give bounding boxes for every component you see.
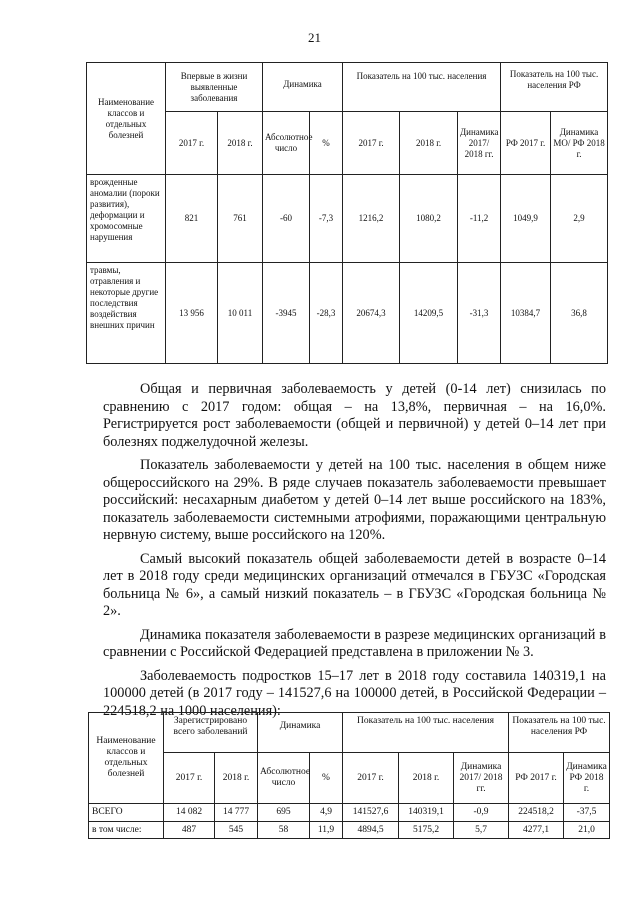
cell: -0,9 [454, 804, 509, 822]
col-header-pct: % [310, 753, 343, 804]
cell: 20674,3 [343, 263, 400, 364]
cell: 4,9 [310, 804, 343, 822]
row-name: травмы, отравления и некоторые другие последствия воздействия внешних причин [87, 263, 166, 364]
col-header-dyn-mo-rf: Динамика МО/ РФ 2018 г. [551, 112, 608, 175]
paragraph: Заболеваемость подростков 15–17 лет в 2018 году составила 140319,1 на 100000 детей (в 2017 году – 141527,6 на 100000 детей, в Российской Федерации – 224518,2 на 1000 населения): [103, 667, 606, 719]
col-header-2017: 2017 г. [164, 753, 215, 804]
col-header-2018: 2018 г. [218, 112, 263, 175]
cell: 140319,1 [399, 804, 454, 822]
col-header-rf-2017: РФ 2017 г. [509, 753, 564, 804]
col-header-rate-2018: 2018 г. [399, 753, 454, 804]
cell: 141527,6 [343, 804, 399, 822]
col-header-rf-2017: РФ 2017 г. [501, 112, 551, 175]
cell: -28,3 [310, 263, 343, 364]
cell: 36,8 [551, 263, 608, 364]
cell: -31,3 [458, 263, 501, 364]
col-header-2018: 2018 г. [215, 753, 258, 804]
cell: -60 [263, 175, 310, 263]
paragraph: Показатель заболеваемости у детей на 100 тыс. населения в общем ниже общероссийского на 29%. В ряде случаев показатель заболеваемости превышает российский: несахарным диабетом у детей 0–14 лет выше российского на 183%, показатель заболеваемости системными атрофиями, поражающими центральную нервную систему, выше российского на 120%. [103, 457, 606, 543]
cell: 5175,2 [399, 822, 454, 839]
cell: 58 [258, 822, 310, 839]
col-header-dyn-1718: Динамика 2017/ 2018 гг. [458, 112, 501, 175]
cell: 10 011 [218, 263, 263, 364]
cell: 761 [218, 175, 263, 263]
cell: 695 [258, 804, 310, 822]
cell: 21,0 [564, 822, 610, 839]
cell: 545 [215, 822, 258, 839]
col-header-pct: % [310, 112, 343, 175]
cell: -7,3 [310, 175, 343, 263]
table-row [89, 822, 610, 839]
cell: 14 777 [215, 804, 258, 822]
row-name: ВСЕГО [89, 804, 164, 822]
cell: 4277,1 [509, 822, 564, 839]
cell: 5,7 [454, 822, 509, 839]
cell: 1049,9 [501, 175, 551, 263]
paragraph: Самый высокий показатель общей заболеваемости детей в возрасте 0–14 лет в 2018 году среди медицинских организаций отмечался в ГБУЗС «Городская больница № 6», а самый низкий показатель – в ГБУЗС «Городская больница № 2». [103, 550, 606, 619]
cell: 487 [164, 822, 215, 839]
col-header-rate-2018: 2018 г. [400, 112, 458, 175]
cell: 1080,2 [400, 175, 458, 263]
table-row [89, 804, 610, 822]
row-name: в том числе: [89, 822, 164, 839]
cell: 4894,5 [343, 822, 399, 839]
col-header-abs: Абсолютное число [263, 112, 310, 175]
col-header-name: Наименование классов и отдельных болезней [89, 713, 164, 804]
col-header-registered: Зарегистрировано всего заболеваний [164, 713, 258, 753]
col-header-dynamics: Динамика [258, 713, 343, 753]
col-header-name: Наименование классов и отдельных болезней [87, 63, 166, 175]
cell: 1216,2 [343, 175, 400, 263]
col-header-rate-rf: Показатель на 100 тыс. населения РФ [501, 63, 608, 112]
col-header-rate-2017: 2017 г. [343, 753, 399, 804]
table-children-morbidity [86, 62, 608, 364]
table-row [87, 175, 608, 263]
table-row [87, 263, 608, 364]
row-name: врожденные аномалии (пороки развития), деформации и хромосомные нарушения [87, 175, 166, 263]
col-header-dyn-rf: Динамика РФ 2018 г. [564, 753, 610, 804]
cell: 2,9 [551, 175, 608, 263]
col-header-rate-rf: Показатель на 100 тыс. населения РФ [509, 713, 610, 753]
col-header-2017: 2017 г. [166, 112, 218, 175]
cell: -37,5 [564, 804, 610, 822]
cell: 14209,5 [400, 263, 458, 364]
col-header-dyn-1718: Динамика 2017/ 2018 гг. [454, 753, 509, 804]
cell: 10384,7 [501, 263, 551, 364]
cell: 821 [166, 175, 218, 263]
col-header-first-detected: Впервые в жизни выявленные заболевания [166, 63, 263, 112]
col-header-dynamics: Динамика [263, 63, 343, 112]
table-adolescent-morbidity [88, 712, 610, 839]
cell: -3945 [263, 263, 310, 364]
paragraph: Динамика показателя заболеваемости в разрезе медицинских организаций в сравнении с Российской Федерацией представлена в приложении № 3. [103, 626, 606, 660]
page-number: 21 [308, 30, 321, 45]
col-header-rate: Показатель на 100 тыс. населения [343, 713, 509, 753]
cell: 224518,2 [509, 804, 564, 822]
col-header-abs: Абсолютное число [258, 753, 310, 804]
cell: -11,2 [458, 175, 501, 263]
col-header-rate-2017: 2017 г. [343, 112, 400, 175]
cell: 11,9 [310, 822, 343, 839]
paragraph: Общая и первичная заболеваемость у детей (0-14 лет) снизилась по сравнению с 2017 годом: общая – на 13,8%, первичная – на 16,0%. Регистрируется рост заболеваемости (общей и первичной) у детей 0–14 лет при болезнях поджелудочной железы. [103, 381, 606, 450]
col-header-rate: Показатель на 100 тыс. населения [343, 63, 501, 112]
cell: 13 956 [166, 263, 218, 364]
body-text [103, 381, 606, 720]
cell: 14 082 [164, 804, 215, 822]
